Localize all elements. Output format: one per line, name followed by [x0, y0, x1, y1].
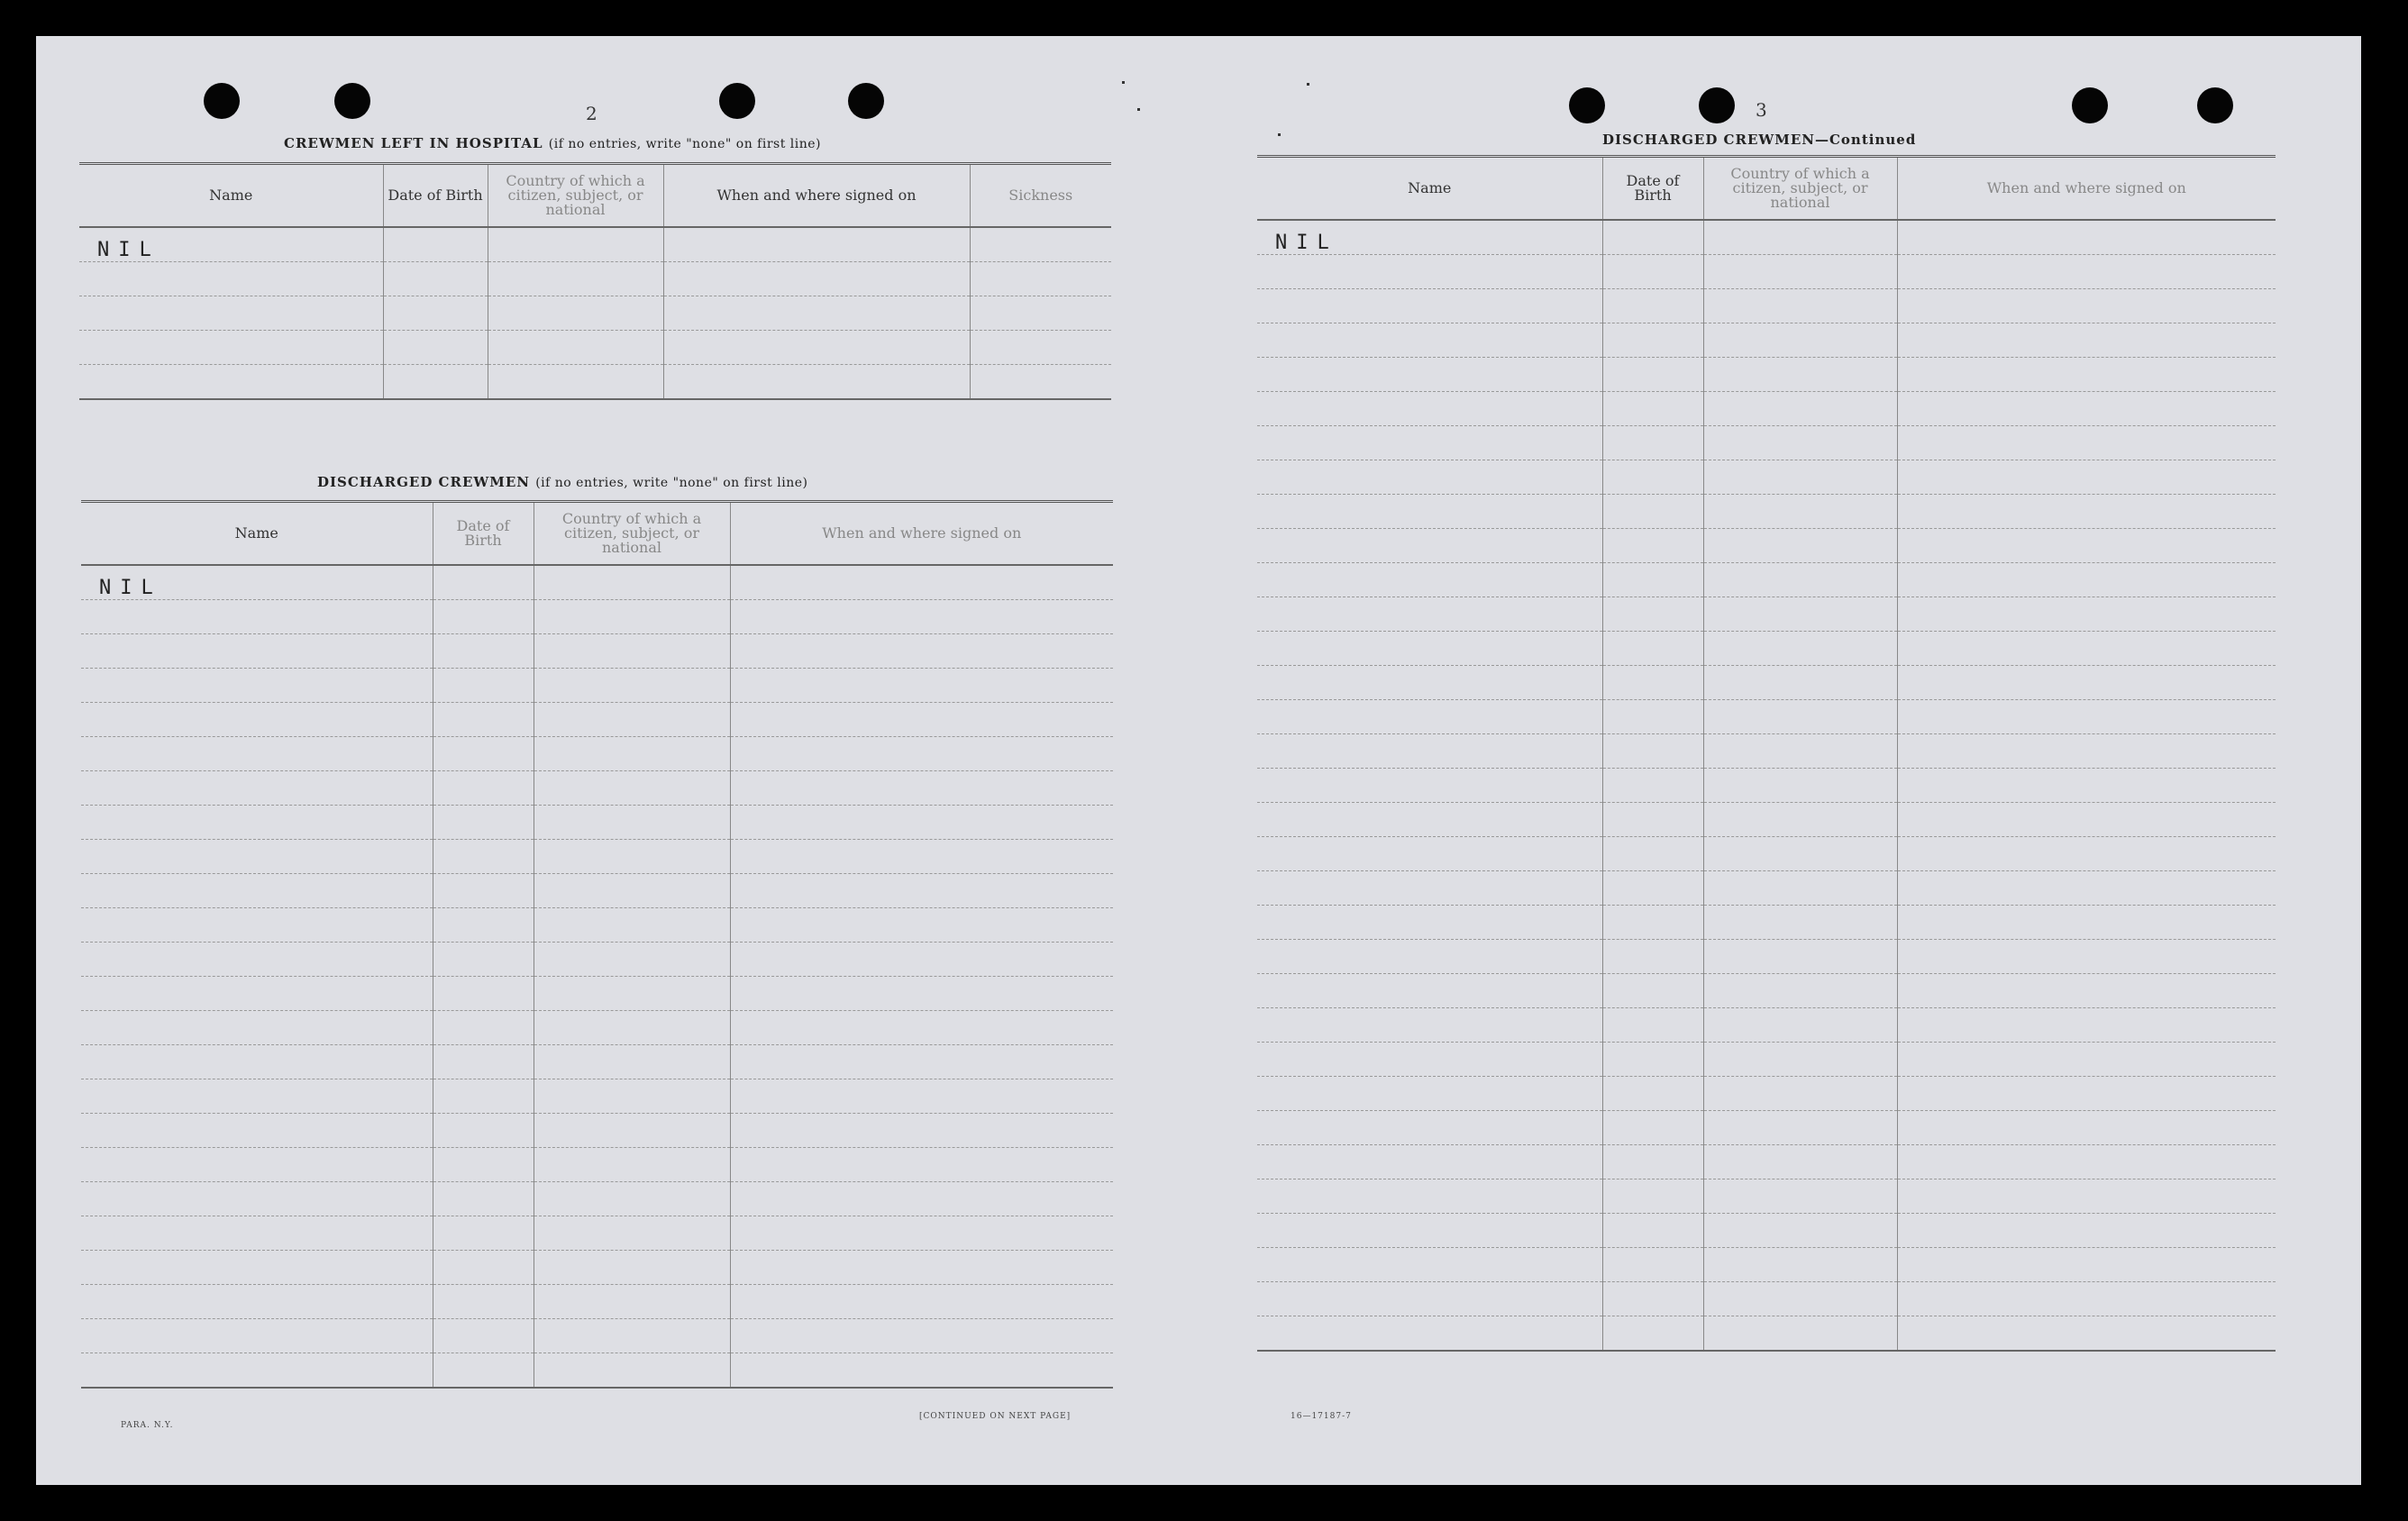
table-row — [1257, 1110, 2276, 1144]
table-row — [81, 702, 1113, 736]
table-row — [79, 296, 1111, 330]
table-row — [1257, 905, 2276, 939]
col-sickness: Sickness — [970, 164, 1111, 227]
table-row — [1257, 1281, 2276, 1316]
entry-nil: NIL — [79, 227, 383, 262]
table-row — [81, 839, 1113, 873]
col-signed-on: When and where signed on — [663, 164, 970, 227]
footer-printer-mark: PARA. N.Y. — [121, 1421, 174, 1430]
table-row — [1257, 665, 2276, 699]
scan-speck — [1307, 83, 1309, 86]
table-row — [81, 1318, 1113, 1353]
col-name: Name — [79, 164, 383, 227]
scan-speck — [1137, 108, 1140, 111]
discharged-title-text: DISCHARGED CREWMEN — [317, 474, 530, 490]
table-row — [1257, 802, 2276, 836]
table-row — [1257, 973, 2276, 1007]
table-row — [81, 1113, 1113, 1147]
table-row — [81, 633, 1113, 668]
punch-hole — [1699, 87, 1735, 123]
footer-continued: [CONTINUED ON NEXT PAGE] — [919, 1412, 1072, 1421]
entry-nil: NIL — [81, 565, 433, 600]
table-row — [1257, 870, 2276, 905]
table-row — [81, 1010, 1113, 1044]
table-row — [81, 1181, 1113, 1216]
table-row — [81, 907, 1113, 942]
table-row — [1257, 562, 2276, 597]
col-name: Name — [81, 502, 433, 565]
col-signed-on: When and where signed on — [730, 502, 1113, 565]
table-row — [1257, 1042, 2276, 1076]
scan-speck — [1122, 81, 1125, 84]
col-country: Country of which a citizen, subject, or national — [1703, 157, 1897, 220]
table-row — [1257, 1213, 2276, 1247]
table-row — [81, 1284, 1113, 1318]
punch-hole — [848, 83, 884, 119]
table-row — [1257, 733, 2276, 768]
table-row — [81, 736, 1113, 770]
table-row — [1257, 631, 2276, 665]
table-row — [81, 668, 1113, 702]
hospital-table — [79, 162, 1111, 400]
table-row — [1257, 528, 2276, 562]
table-row — [1257, 288, 2276, 323]
footer-form-number: 16—17187-7 — [1291, 1412, 1352, 1421]
table-row — [81, 565, 1113, 600]
table-row — [1257, 939, 2276, 973]
col-name: Name — [1257, 157, 1602, 220]
table-row — [81, 770, 1113, 805]
punch-hole — [334, 83, 370, 119]
table-row — [1257, 1076, 2276, 1110]
page-number: 2 — [586, 103, 597, 124]
table-row — [1257, 1247, 2276, 1281]
table-row — [1257, 699, 2276, 733]
scan-speck — [1278, 133, 1281, 136]
entry-nil: NIL — [1257, 220, 1602, 255]
discharged-title — [317, 474, 807, 490]
table-row — [81, 805, 1113, 839]
col-date-of-birth: Date of Birth — [1602, 157, 1703, 220]
hospital-title-text: CREWMEN LEFT IN HOSPITAL — [284, 135, 543, 151]
table-row — [1257, 391, 2276, 425]
page-number: 3 — [1756, 99, 1767, 121]
table-row — [1257, 1179, 2276, 1213]
table-row — [1257, 494, 2276, 528]
table-row — [1257, 323, 2276, 357]
table-row — [81, 1079, 1113, 1113]
discharged-cont-suffix: —Continued — [1814, 132, 1917, 148]
discharged-cont-title — [1602, 132, 1916, 148]
col-signed-on: When and where signed on — [1897, 157, 2276, 220]
table-row — [79, 227, 1111, 262]
table-row — [81, 1044, 1113, 1079]
table-row — [81, 942, 1113, 976]
table-row — [81, 599, 1113, 633]
discharged-cont-title-text: DISCHARGED CREWMEN — [1602, 132, 1815, 148]
col-date-of-birth: Date of Birth — [433, 502, 534, 565]
table-row — [1257, 836, 2276, 870]
table-row — [79, 364, 1111, 399]
table-row — [81, 873, 1113, 907]
punch-hole — [2197, 87, 2233, 123]
table-row — [81, 1216, 1113, 1250]
table-row — [79, 261, 1111, 296]
table-row — [79, 330, 1111, 364]
table-row — [1257, 220, 2276, 255]
table-row — [1257, 357, 2276, 391]
table-row — [1257, 768, 2276, 802]
table-row — [81, 1250, 1113, 1284]
col-country: Country of which a citizen, subject, or national — [534, 502, 730, 565]
table-row — [1257, 597, 2276, 631]
table-row — [1257, 460, 2276, 494]
table-row — [81, 976, 1113, 1010]
punch-hole — [719, 83, 755, 119]
col-date-of-birth: Date of Birth — [383, 164, 488, 227]
discharged-note: (if no entries, write "none" on first line) — [535, 476, 808, 490]
table-row — [1257, 1144, 2276, 1179]
table-row — [81, 1147, 1113, 1181]
table-row — [1257, 1316, 2276, 1351]
hospital-note: (if no entries, write "none" on first line) — [548, 137, 822, 151]
punch-hole — [1569, 87, 1605, 123]
table-row — [1257, 1007, 2276, 1042]
hospital-title — [284, 135, 821, 151]
table-row — [1257, 425, 2276, 460]
discharged-table — [81, 500, 1113, 1389]
discharged-cont-table — [1257, 155, 2276, 1352]
punch-hole — [204, 83, 240, 119]
col-country: Country of which a citizen, subject, or national — [488, 164, 663, 227]
table-row — [81, 1353, 1113, 1388]
punch-hole — [2072, 87, 2108, 123]
table-row — [1257, 254, 2276, 288]
